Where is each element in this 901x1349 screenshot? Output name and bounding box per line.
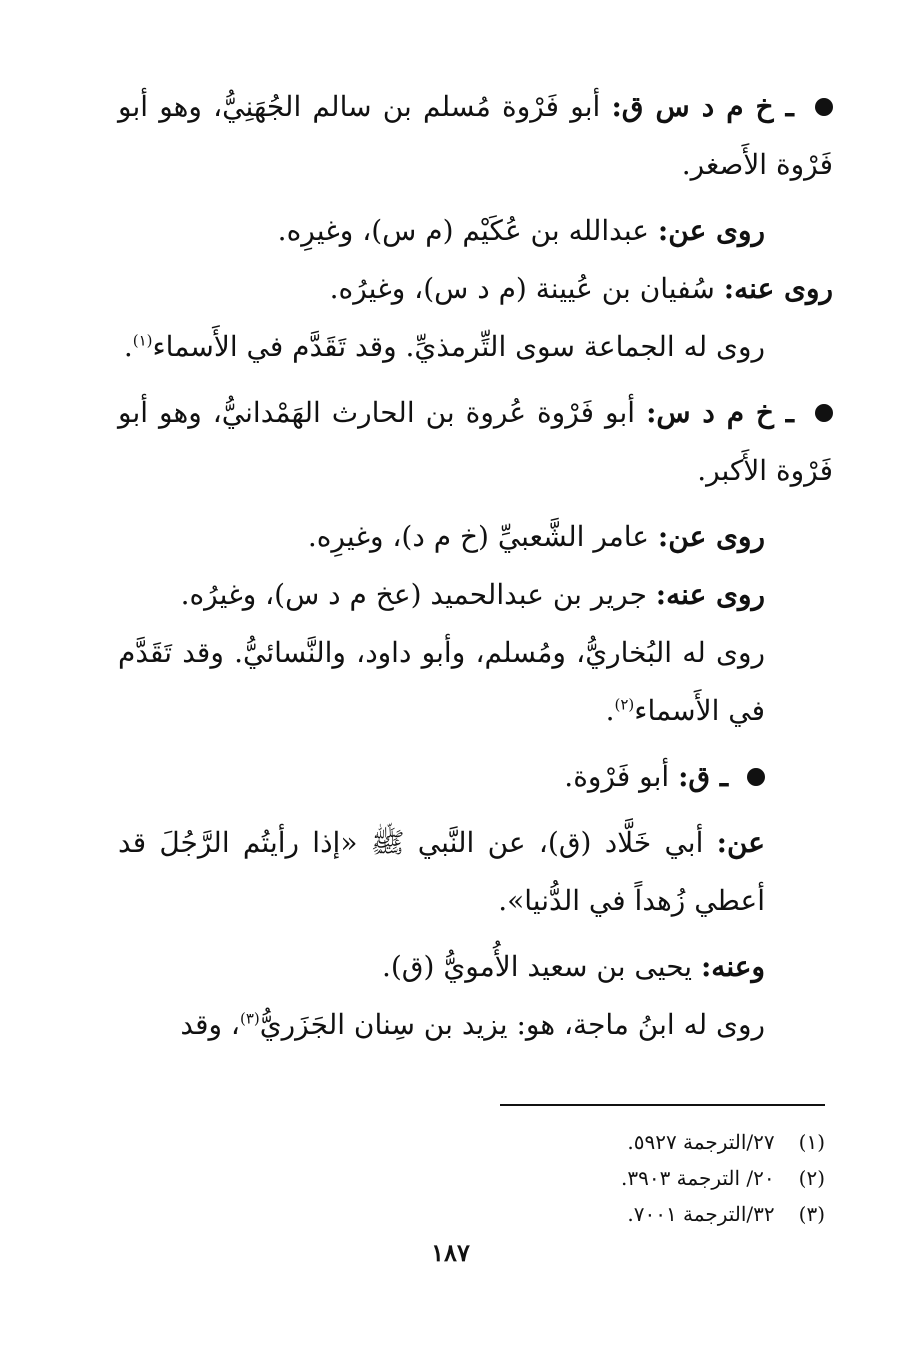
entry-1-by-text: سُفيان بن عُيينة (م د س)، وغيرُه. [329,272,715,305]
entry-3-narrated-by [118,938,833,996]
entry-1-heading [118,78,833,194]
footnote-number: (١) [798,1130,825,1154]
entry-1-by-label: روى عنه: [723,272,833,305]
footnote-text: ٢٧/الترجمة ٥٩٢٧. [627,1130,775,1154]
entry-2-from-text: عامر الشَّعبيِّ (خ م د)، وغيرِه. [307,520,650,553]
entry-1-name: أبو فَرْوة مُسلم بن سالم الجُهَنِيُّ، وهو أبو فَرْوة الأَصغر. [118,90,833,181]
entry-3-wa-label: وعنه: [700,950,765,983]
footnote-3 [425,1196,825,1232]
entry-2-by-text: جرير بن عبدالحميد (عخ م د س)، وغيرُه. [180,578,647,611]
entry-2-name: أبو فَرْوة عُروة بن الحارث الهَمْدانيُّ، وهو أبو فَرْوة الأَكبر. [118,396,833,487]
footnote-ref-1: (١) [132,331,153,350]
entry-2-narrated-by [118,566,833,624]
entry-3-narrated-from [118,814,833,930]
entry-3-narrated-text: روى له ابنُ ماجة، هو: يزيد بن سِنان الجَزَريُّ [259,1008,765,1041]
entry-2-narrated-from [118,508,833,566]
entry-2-by-label: روى عنه: [655,578,765,611]
entry-3-narrated [118,996,833,1054]
footnote-text: ٢٠/ الترجمة ٣٩٠٣. [621,1166,775,1190]
footnote-divider [500,1104,825,1106]
entry-2-narrated-end: . [605,694,615,727]
entry-3-wa-text: يحيى بن سعيد الأُمويُّ (ق). [381,950,693,983]
entry-1-marker: ـ خ م د س ق: [611,90,794,123]
entry-3-marker: ـ ق: [678,760,729,793]
footnote-ref-3: (٣) [239,1009,260,1028]
entry-1-narrated [118,318,833,376]
entry-3-an-label: عن: [716,826,765,859]
bullet-icon [815,98,833,116]
page-number: ١٨٧ [431,1238,470,1267]
footnote-number: (٢) [798,1166,825,1190]
entry-3-heading [118,748,833,806]
footnote-text: ٣٢/الترجمة ٧٠٠١. [627,1202,775,1226]
entry-3-an-text: أبي خَلَّاد (ق)، عن النَّبي ﷺ «إذا رأيتُم الرَّجُلَ قد أعطي زُهداً في الدُّنيا». [118,826,765,917]
footnotes [425,1124,825,1232]
entry-2-heading [118,384,833,500]
entry-1-from-label: روى عن: [657,214,765,247]
entry-3-name: أبو فَرْوة. [564,760,670,793]
entry-2-from-label: روى عن: [657,520,765,553]
footnote-number: (٣) [798,1202,825,1226]
entry-2-narrated [118,624,833,740]
entry-1-narrated-by [118,260,833,318]
entry-1-narrated-end: . [123,330,133,363]
entry-2-narrated-text: روى له البُخاريُّ، ومُسلم، وأبو داود، والنَّسائيُّ. وقد تَقَدَّم في الأَسماء [118,636,765,727]
entry-3-narrated-end: ، وقد [180,1008,240,1041]
footnote-2 [425,1160,825,1196]
footnote-ref-2: (٢) [614,695,635,714]
entry-1-from-text: عبدالله بن عُكَيْم (م س)، وغيرِه. [277,214,650,247]
bullet-icon [747,768,765,786]
bullet-icon [815,404,833,422]
entry-1-narrated-text: روى له الجماعة سوى التِّرمذيِّ. وقد تَقَدَّم في الأَسماء [152,330,765,363]
entry-2-marker: ـ خ م د س: [646,396,794,429]
entry-1-narrated-from [118,202,833,260]
footnote-1 [425,1124,825,1160]
